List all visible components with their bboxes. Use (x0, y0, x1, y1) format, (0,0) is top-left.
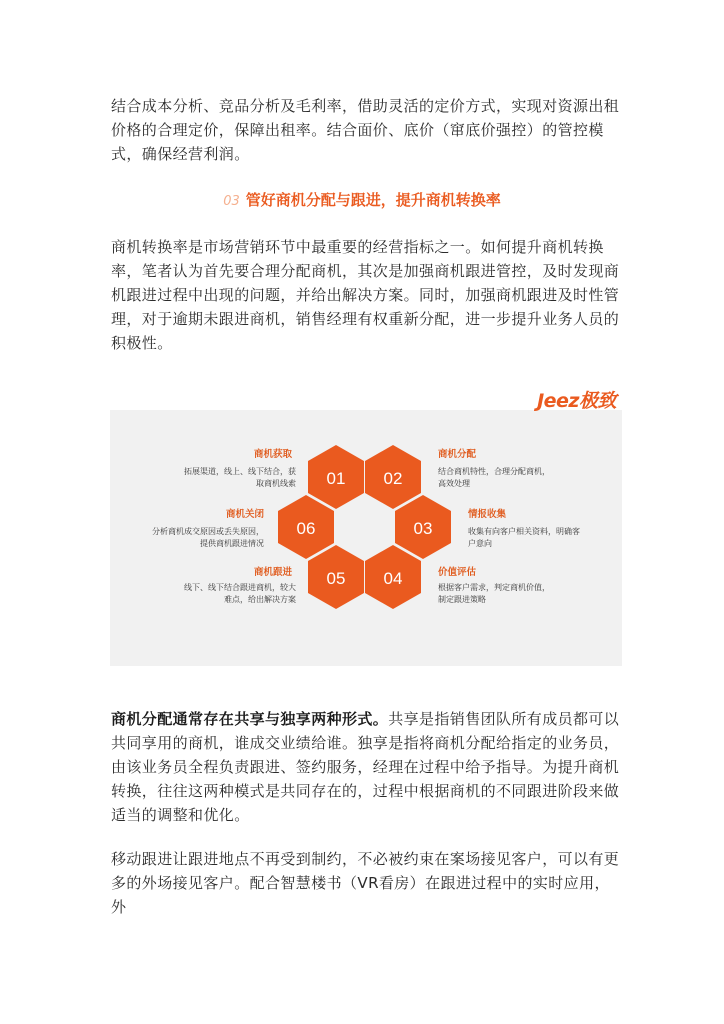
step-desc-acquire-line1: 拓展渠道，线上、线下结合，获 (184, 467, 296, 476)
step-desc-follow-line1: 线下、线下结合跟进商机，较大 (184, 583, 296, 592)
step-desc-acquire-line2: 取商机线索 (256, 479, 296, 488)
section-number: 03 (223, 194, 240, 209)
paragraph-conversion: 商机转换率是市场营销环节中最重要的经营指标之一。如何提升商机转换率，笔者认为首先要合理分配商机，其次是加强商机跟进管控，及时发现商机跟进过程中出现的问题，并给出解决方案。同时，加强商机跟进及时性管理，对于逾期未跟进商机，销售经理有权重新分配，进一步提升业务人员的积极性。 (111, 238, 620, 352)
section-heading (0, 189, 724, 210)
step-label-intel: 情报收集 (468, 509, 507, 520)
opportunity-cycle-figure (110, 382, 622, 666)
paragraph-allocation-body: 共享是指销售团队所有成员都可以共同享用的商机，谁成交业绩给谁。独享是指将商机分配给指定的业务员，由该业务员全程负责跟进、签约服务，经理在过程中给予指导。为提升商机转换，往往这两种模式是共同存在的，过程中根据商机的不同跟进阶段来做适当的调整和优化。 (111, 710, 620, 824)
step-desc-evaluate-line1: 根据客户需求，判定商机价值， (438, 583, 550, 592)
step-desc-evaluate-line2: 制定跟进策略 (438, 595, 486, 604)
step-desc-follow-line2: 难点，给出解决方案 (224, 595, 296, 604)
section-title: 管好商机分配与跟进，提升商机转换率 (245, 191, 501, 209)
hexagon-01-number: 01 (326, 469, 346, 488)
hexagon-06-number: 06 (296, 519, 316, 538)
step-desc-assign-line2: 高效处理 (438, 479, 470, 488)
step-label-acquire: 商机获取 (253, 449, 292, 460)
paragraph-allocation-lead: 商机分配通常存在共享与独享两种形式。 (111, 710, 389, 728)
paragraph-allocation (111, 707, 621, 827)
paragraph-mobile-follow: 移动跟进让跟进地点不再受到制约，不必被约束在案场接见客户，可以有更多的外场接见客户。配合智慧楼书（VR看房）在跟进过程中的实时应用，外 (111, 850, 620, 916)
step-desc-intel-line1: 收集有向客户相关资料，明确客 (468, 527, 580, 536)
step-label-close: 商机关闭 (225, 509, 264, 520)
step-label-follow: 商机跟进 (253, 567, 292, 578)
step-desc-assign-line1: 结合商机特性，合理分配商机， (438, 467, 550, 476)
hexagon-ring (110, 382, 622, 666)
step-label-evaluate: 价值评估 (438, 567, 477, 578)
step-desc-close-line2: 提供商机跟进情况 (200, 539, 264, 548)
hexagon-03-number: 03 (413, 519, 433, 538)
paragraph-pricing: 结合成本分析、竞品分析及毛利率，借助灵活的定价方式，实现对资源出租价格的合理定价，保障出租率。结合面价、底价（窜底价强控）的管控模式，确保经营利润。 (111, 97, 620, 163)
step-label-assign: 商机分配 (438, 449, 477, 460)
jeez-logo: Jeez极致 (537, 390, 616, 412)
hexagon-04-number: 04 (383, 569, 403, 588)
hexagon-02-number: 02 (383, 469, 403, 488)
step-desc-close-line1: 分析商机成交原因或丢失原因， (152, 527, 264, 536)
step-desc-intel-line2: 户意向 (468, 539, 492, 548)
hexagon-05-number: 05 (326, 569, 346, 588)
